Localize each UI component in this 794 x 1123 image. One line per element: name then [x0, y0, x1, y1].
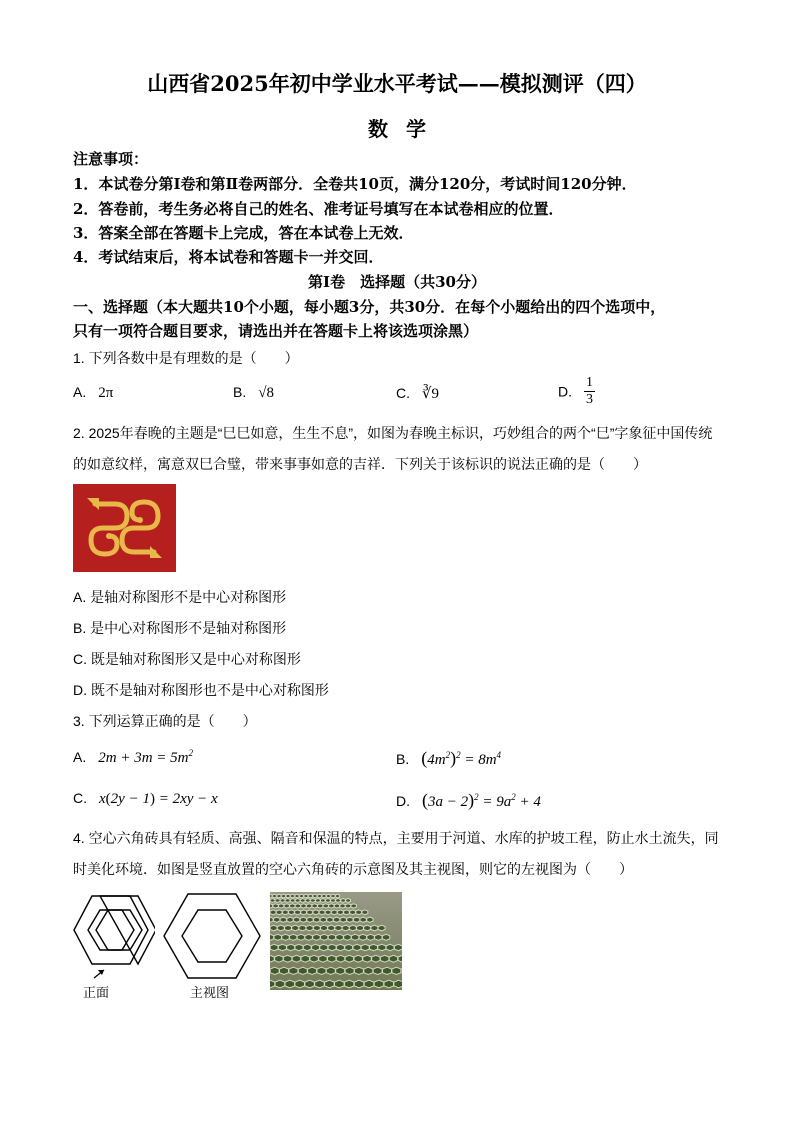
note-item-1: 1．本试卷分第Ⅰ卷和第Ⅱ卷两部分．全卷共10页，满分120分，考试时间120分钟． [73, 175, 637, 193]
photo-hex-cell [328, 925, 335, 931]
q3-stem: 3. 下列运算正确的是（ ） [73, 713, 257, 729]
q1-option-c-label: C. [396, 385, 410, 401]
photo-hex-cell [315, 980, 325, 988]
photo-hex-cell [328, 944, 336, 950]
photo-hex-cell [290, 894, 294, 898]
photo-hex-cell [270, 955, 274, 962]
hex-brick-photo [270, 892, 402, 990]
photo-hex-cell [308, 894, 312, 898]
photo-hex-cell [298, 967, 307, 974]
note-item-2: 2．答卷前，考生务必将自己的姓名、准考证号填写在本试卷相应的位置． [73, 200, 564, 218]
photo-hex-cell [280, 917, 286, 922]
q1-option-d-fraction [584, 375, 595, 408]
photo-hex-cell [275, 899, 280, 903]
photo-hex-cell [345, 955, 354, 962]
q1-option-b [233, 384, 274, 402]
photo-hex-cell [346, 899, 351, 903]
photo-hex-cell [378, 944, 386, 950]
photo-hex-cell [295, 894, 299, 898]
photo-hex-cell [389, 955, 398, 962]
photo-hex-cell [287, 944, 295, 950]
photo-hex-cell [342, 925, 349, 931]
photo-hex-cell [367, 934, 374, 940]
q4-stem-line1: 4. 空心六角砖具有轻质、高强、隔音和保温的特点，主要用于河道、水库的护坡工程，防止水土流失，同 [73, 830, 719, 846]
q3-option-d-label: D. [396, 793, 410, 809]
photo-hex-cell [317, 967, 326, 974]
photo-hex-cell [270, 980, 275, 988]
photo-hex-cell [313, 934, 321, 940]
notes-heading: 注意事项： [73, 150, 149, 168]
photo-hex-cell [374, 980, 384, 988]
photo-hex-cell [398, 955, 402, 962]
hex-brick-main-view [162, 890, 262, 982]
photo-hex-cell [333, 917, 339, 922]
photo-hex-cell [320, 917, 326, 922]
photo-hex-cell [290, 899, 295, 903]
photo-hex-cell [382, 934, 389, 940]
photo-hex-cell [383, 967, 392, 974]
photo-hex-cell [295, 904, 300, 908]
photo-hex-cell [313, 917, 319, 922]
section-title: 第Ⅰ卷 选择题（共30分） [308, 273, 486, 291]
q3-option-c-expr: x(2y − 1) = 2xy − x [99, 791, 218, 807]
q3-option-a-expr: $2m + 3m = 5m^2$ [98, 748, 194, 766]
q4-stem-line2: 时美化环境．如图是竖直放置的空心六角砖的示意图及其主视图，则它的左视图为（ ） [73, 861, 633, 877]
photo-hex-cell [326, 899, 331, 903]
photo-hex-cell [307, 910, 313, 915]
photo-hex-cell [292, 955, 301, 962]
photo-hex-cell [351, 934, 359, 940]
photo-hex-cell [327, 917, 333, 922]
photo-hex-cell [345, 944, 353, 950]
photo-hex-cell [295, 944, 303, 950]
photo-hex-cell [275, 980, 285, 988]
photo-hex-cell [279, 904, 284, 908]
photo-hex-cell [335, 980, 345, 988]
q3-option-b-label: B. [396, 751, 410, 767]
photo-hex-cell [325, 910, 331, 915]
photo-hex-cell [340, 904, 345, 908]
q2-stem-line2: 的如意纹样，寓意双巳合璧，带来事事如意的吉祥．下列关于该标识的说法正确的是（ ） [73, 456, 647, 472]
photo-hex-cell [286, 894, 290, 898]
photo-hex-cell [270, 944, 278, 950]
photo-hex-cell [364, 967, 373, 974]
q3-option-a-label: A. [73, 749, 87, 765]
photo-hex-cell [341, 899, 346, 903]
caption-main-view: 主视图 [190, 985, 230, 1000]
q3-option-b [396, 748, 501, 769]
photo-hex-cell [337, 910, 343, 915]
q1-option-a-label: A. [73, 384, 87, 400]
photo-hex-cell [299, 894, 303, 898]
photo-hex-cell [344, 934, 351, 940]
photo-hex-cell [360, 917, 366, 922]
photo-hex-cell [371, 925, 378, 931]
fraction-denominator: 3 [586, 392, 593, 407]
photo-hex-cell [384, 980, 394, 988]
photo-hex-cell [290, 904, 295, 908]
q2-stem-line1: 2. 2025年春晚的主题是“巳巳如意，生生不息”，如图为春晚主标识，巧妙组合的两个“巳”字象征中国传统 [73, 425, 713, 441]
photo-hex-cell [312, 904, 317, 908]
photo-hex-cell [295, 910, 301, 915]
photo-hex-cell [276, 910, 282, 915]
photo-hex-cell [336, 967, 345, 974]
photo-hex-cell [345, 904, 350, 908]
photo-hex-cell [351, 904, 356, 908]
photo-hex-cell [277, 894, 281, 898]
photo-hex-cell [300, 917, 306, 922]
photo-hex-cell [282, 934, 289, 940]
photo-hex-cell [292, 925, 299, 931]
q1-option-b-value: √8 [258, 385, 274, 401]
photo-hex-cell [347, 917, 353, 922]
photo-hex-cell [318, 904, 323, 908]
photo-hex-cell [372, 955, 381, 962]
photo-hex-cell [349, 925, 356, 931]
photo-hex-cell [270, 910, 276, 915]
q3-option-c [73, 790, 218, 808]
photo-hex-cell [331, 910, 337, 915]
photo-hex-cell [278, 944, 286, 950]
photo-hex-cell [301, 904, 306, 908]
photo-hex-cell [362, 910, 368, 915]
photo-hex-cell [306, 904, 311, 908]
exam-title: 山西省2025年初中学业水平考试——模拟测评（四） [147, 71, 647, 96]
photo-hex-cell [305, 934, 312, 940]
photo-hex-cell [274, 934, 282, 940]
photo-hex-cell [289, 967, 298, 974]
note-item-3: 3．答案全部在答题卡上完成，答在本试卷上无效． [73, 224, 414, 242]
photo-hex-cell [299, 925, 306, 931]
photo-hex-cell [295, 899, 300, 903]
photo-hex-cell [273, 904, 278, 908]
photo-hex-cell [364, 925, 371, 931]
photo-hex-cell [340, 917, 346, 922]
photo-hex-cell [345, 967, 354, 974]
photo-hex-cell [354, 980, 364, 988]
photo-hex-cell [323, 904, 328, 908]
subject-title: 数学 [368, 117, 444, 141]
photo-hex-cell [313, 910, 319, 915]
photo-hex-cell [289, 910, 295, 915]
photo-hex-cell [370, 944, 378, 950]
q2-option-a: A. 是轴对称图形不是中心对称图形 [73, 589, 287, 605]
photo-hex-cell [285, 899, 290, 903]
photo-hex-cell [274, 917, 280, 922]
q3-option-c-label: C. [73, 790, 87, 806]
photo-hex-cell [270, 967, 279, 974]
photo-hex-cell [326, 967, 335, 974]
photo-hex-cell [270, 899, 275, 903]
photo-hex-cell [307, 917, 313, 922]
photo-hex-cell [361, 944, 369, 950]
photo-hex-cell [290, 934, 297, 940]
photo-hex-cell [285, 980, 295, 988]
q3-option-d-expr: $(3a - 2)^2 = 9a^2 + 4$ [422, 790, 541, 810]
photo-hex-cell [303, 944, 311, 950]
photo-hex-cell [306, 925, 313, 931]
photo-hex-cell [367, 917, 373, 922]
photo-hex-cell [336, 934, 344, 940]
photo-hex-cell [336, 899, 341, 903]
photo-hex-cell [356, 910, 362, 915]
photo-hex-cell [316, 899, 321, 903]
photo-hex-cell [319, 955, 328, 962]
photo-hex-cell [364, 980, 374, 988]
photo-hex-cell [325, 980, 335, 988]
section-intro-line2: 只有一项符合题目要求，请选出并在答题卡上将该选项涂黑） [73, 322, 479, 340]
photo-hex-cell [280, 899, 285, 903]
caption-front: 正面 [83, 985, 110, 1000]
photo-hex-cell [282, 910, 288, 915]
photo-hex-cell [270, 925, 277, 931]
photo-hex-cell [354, 967, 363, 974]
photo-hex-cell [300, 899, 305, 903]
photo-hex-cell [310, 899, 315, 903]
photo-hex-cell [354, 955, 362, 962]
photo-hex-cell [353, 944, 361, 950]
photo-hex-cell [380, 955, 389, 962]
photo-hex-cell [344, 910, 350, 915]
photo-hex-cell [375, 934, 383, 940]
photo-hex-cell [280, 967, 289, 974]
photo-hex-cell [392, 967, 401, 974]
photo-hex-cell [313, 925, 320, 931]
photo-hex-cell [313, 894, 317, 898]
photo-hex-cell [301, 955, 310, 962]
photo-hex-cell [285, 925, 292, 931]
photo-hex-cell [284, 904, 289, 908]
photo-hex-cell [317, 894, 321, 898]
photo-hex-cell [321, 934, 328, 940]
photo-hex-cell [378, 925, 385, 931]
spring-festival-logo [73, 484, 176, 572]
photo-hex-cell [335, 894, 339, 898]
photo-hex-cell [336, 955, 345, 962]
photo-hex-cell [305, 980, 315, 988]
photo-hex-cell [272, 894, 276, 898]
q1-stem: 1. 下列各数中是有理数的是（ ） [73, 350, 299, 366]
photo-hex-cell [305, 899, 310, 903]
q2-option-b: B. 是中心对称图形不是轴对称图形 [73, 620, 287, 636]
photo-hex-cell [293, 917, 299, 922]
photo-hex-cell [373, 967, 382, 974]
photo-hex-cell [344, 980, 354, 988]
photo-hex-cell [270, 934, 274, 940]
photo-hex-cell [295, 980, 305, 988]
photo-hex-cell [275, 955, 284, 962]
photo-hex-cell [328, 955, 337, 962]
q1-option-c [396, 384, 439, 403]
photo-hex-cell [336, 944, 344, 950]
photo-hex-cell [308, 967, 317, 974]
q1-option-d [558, 375, 595, 408]
photo-hex-cell [310, 955, 318, 962]
photo-hex-cell [353, 917, 359, 922]
note-item-4: 4．考试结束后，将本试卷和答题卡一并交回． [73, 248, 384, 266]
photo-hex-cell [386, 944, 394, 950]
q1-option-a [73, 384, 113, 402]
photo-hex-cell [326, 894, 330, 898]
photo-hex-cell [283, 955, 292, 962]
q3-option-b-expr: $(4m^2)^2 = 8m^4$ [421, 748, 502, 768]
photo-hex-cell [331, 894, 335, 898]
photo-hex-cell [328, 934, 335, 940]
photo-hex-cell [350, 910, 356, 915]
photo-hex-cell [281, 894, 285, 898]
photo-hex-cell [331, 899, 336, 903]
photo-hex-cell [277, 925, 284, 931]
photo-hex-cell [320, 944, 328, 950]
photo-hex-cell [270, 917, 273, 922]
photo-hex-cell [359, 934, 366, 940]
hex-brick-3d-diagram [70, 890, 155, 985]
photo-hex-cell [335, 925, 342, 931]
photo-hex-cell [319, 910, 325, 915]
photo-hex-cell [321, 899, 326, 903]
photo-hex-cell [322, 894, 326, 898]
photo-hex-cell [394, 980, 402, 988]
photo-hex-cell [329, 904, 334, 908]
photo-hex-cell [357, 925, 364, 931]
q1-option-b-label: B. [233, 384, 247, 400]
photo-hex-cell [394, 944, 402, 950]
q3-option-a [73, 748, 193, 767]
photo-hex-cell [321, 925, 328, 931]
photo-hex-cell [287, 917, 293, 922]
q1-option-a-value: 2π [98, 385, 114, 401]
q2-option-c: C. 既是轴对称图形又是中心对称图形 [73, 651, 301, 667]
photo-hex-cell [363, 955, 372, 962]
photo-hex-cell [312, 944, 320, 950]
fraction-numerator: 1 [586, 375, 593, 390]
photo-hex-cell [270, 904, 273, 908]
q2-option-d: D. 既不是轴对称图形也不是中心对称图形 [73, 682, 329, 698]
q1-option-d-label: D. [558, 383, 572, 400]
photo-hex-cell [297, 934, 305, 940]
photo-hex-cell [334, 904, 339, 908]
q1-option-c-value: ∛9 [422, 386, 440, 402]
section-intro-line1: 一、选择题（本大题共10个小题，每小题3分，共30分．在每个小题给出的四个选项中， [73, 298, 666, 316]
q3-option-d [396, 790, 541, 811]
photo-hex-cell [301, 910, 307, 915]
photo-hex-cell [304, 894, 308, 898]
